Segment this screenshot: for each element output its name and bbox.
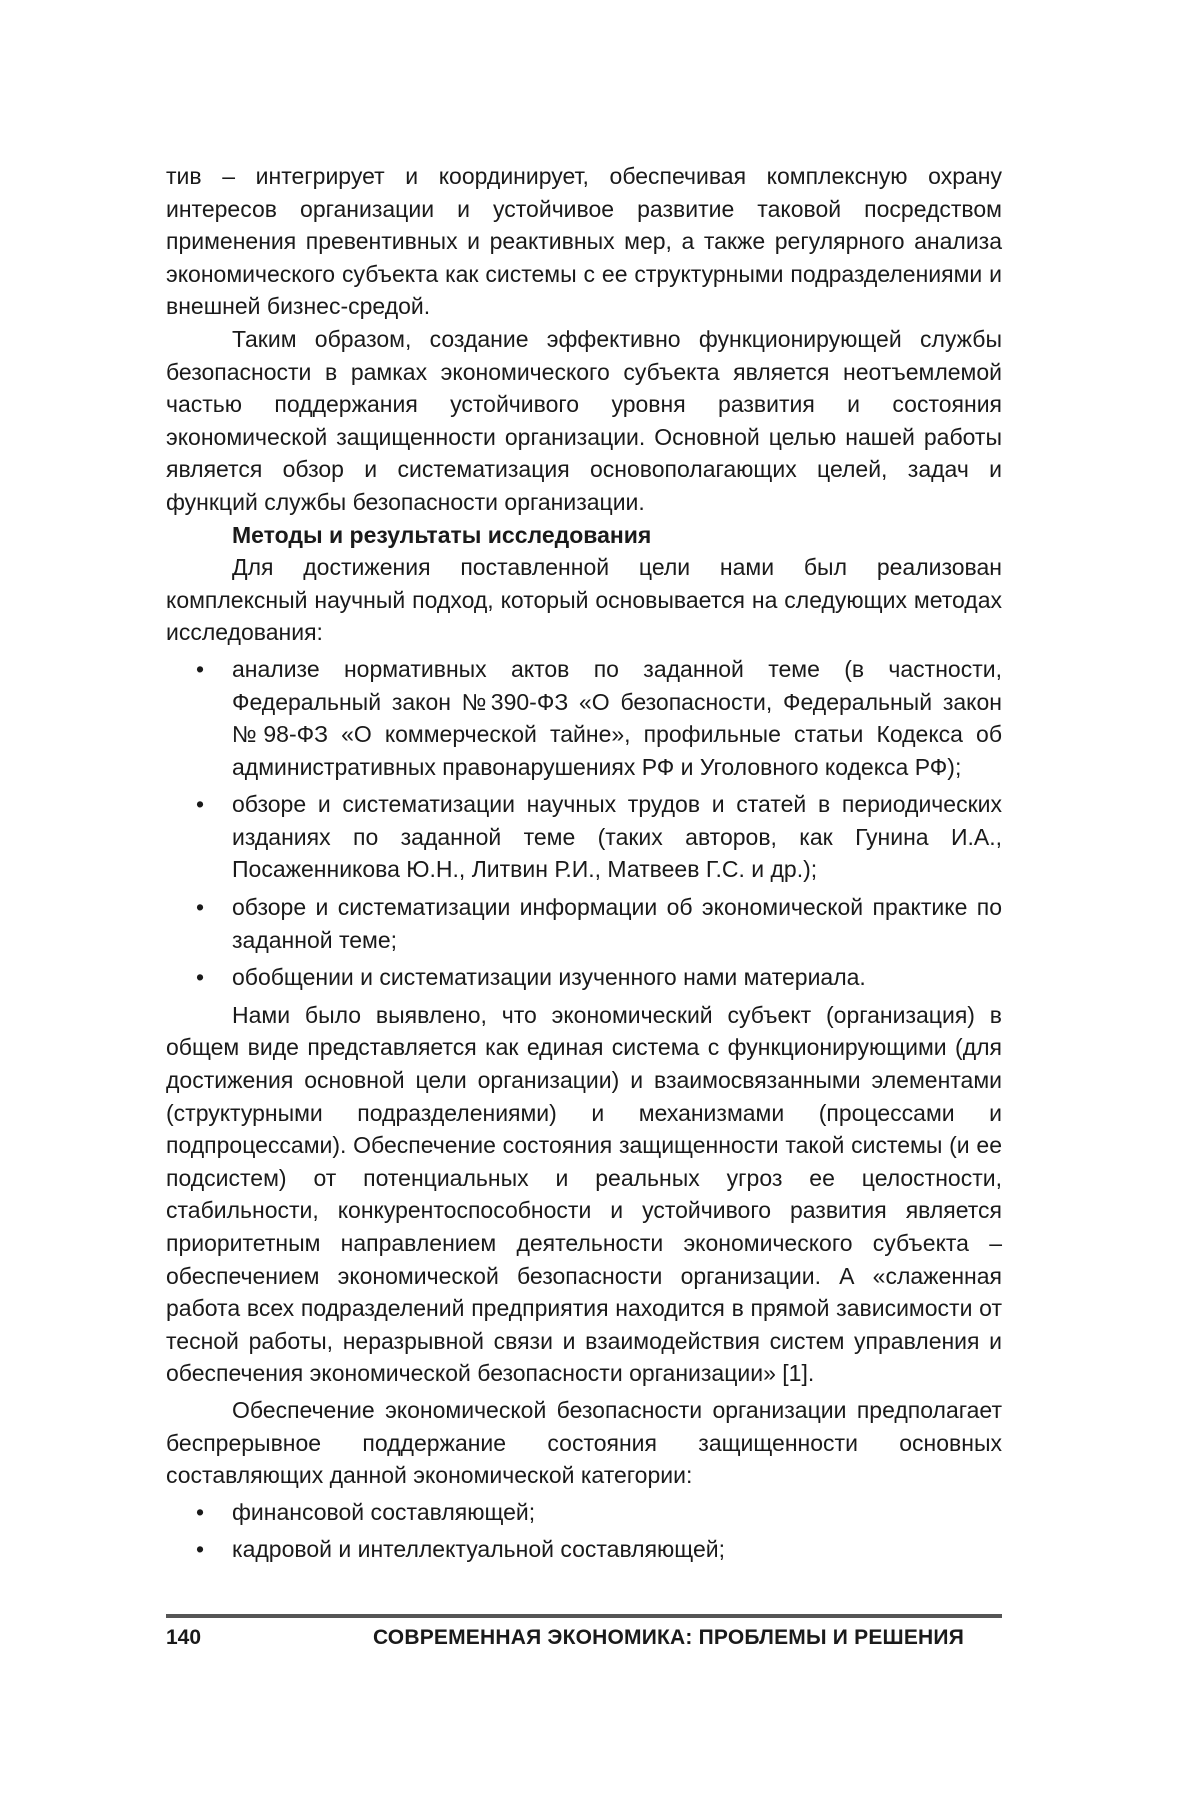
list-item-text: кадровой и интеллектуальной составляющей; [232,1536,725,1563]
bullet-icon: • [196,1498,205,1525]
bullet-icon: • [196,894,205,921]
bullet-icon: • [196,964,205,991]
bullet-icon: • [196,655,205,682]
components-list [166,1496,1002,1566]
page-footer [166,1614,1002,1650]
paragraph-methods-intro: Для достижения поставленной цели нами был реализован комплексный научный подход, который основывается на следующих методах исследования: [166,554,1002,646]
journal-title: СОВРЕМЕННАЯ ЭКОНОМИКА: ПРОБЛЕМЫ И РЕШЕНИЯ [372,1626,964,1649]
list-item [166,1496,1002,1529]
paragraph-intro-continuation: тив – интегрирует и координирует, обеспечивая комплексную охрану интересов организации и устойчивое развитие таковой посредством применения превентивных и реактивных мер, а также регулярного анализа экономического субъекта как системы с ее структурными подразделениями и внешней бизнес-средой. [166,163,1002,320]
paragraph-components-intro: Обеспечение экономической безопасности организации предполагает беспрерывное поддержание состояния защищенности основных составляющих данной экономической категории: [166,1396,1002,1489]
list-item [166,961,1002,994]
list-item [166,788,1002,886]
paragraph-conclusion-purpose: Таким образом, создание эффективно функционирующей службы безопасности в рамках экономического субъекта является неотъемлемой частью поддержания устойчивого уровня развития и состояния экономической защищенности организации. Основной целью нашей работы является обзор и систематизация основополагающих целей, задач и функций службы безопасности организации. [166,325,1002,515]
list-item-text: обзоре и систематизации научных трудов и статей в периодических изданиях по заданной теме (таких авторов, как Гунина И.А., Посаженникова Ю.Н., Литвин Р.И., Матвеев Г.С. и др.); [232,791,1002,883]
section-heading: Методы и результаты исследования [232,521,652,548]
list-item-text: обобщении и систематизации изученного нами материала. [232,964,866,991]
bullet-icon: • [196,791,205,818]
paragraph-findings: Нами было выявлено, что экономический субъект (организация) в общем виде представляется как единая система с функционирующими (для достижения основной цели организации) и взаимосвязанными элементами (структурными подразделениями) и механизмами (процессами и подпроцессами). Обеспечение состояния защищенности такой системы (и ее подсистем) от потенциальных и реальных угроз ее целостности, стабильности, конкурентоспособности и устойчивого развития является приоритетным направлением деятельности экономического субъекта – обеспечением экономической безопасности организации. А «слаженная работа всех подразделений предприятия находится в прямой зависимости от тесной работы, неразрывной связи и взаимодействия систем управления и обеспечения экономической безопасности организации» [1]. [166,1001,1002,1387]
list-item-text: финансовой составляющей; [232,1498,536,1525]
list-item [166,1533,1002,1566]
methods-list [166,653,1002,994]
bullet-icon: • [196,1536,205,1563]
list-item [166,891,1002,956]
page-number: 140 [166,1626,202,1649]
list-item-text: анализе нормативных актов по заданной теме (в частности, Федеральный закон №390-ФЗ «О безопасности, Федеральный закон №98-ФЗ «О коммерческой тайне», профильные статьи Кодекса об административных правонарушениях РФ и Уголовного кодекса РФ); [232,655,1002,780]
page-body [166,160,1002,1571]
list-item-text: обзоре и систематизации информации об экономической практике по заданной теме; [232,894,1002,953]
list-item [166,653,1002,783]
